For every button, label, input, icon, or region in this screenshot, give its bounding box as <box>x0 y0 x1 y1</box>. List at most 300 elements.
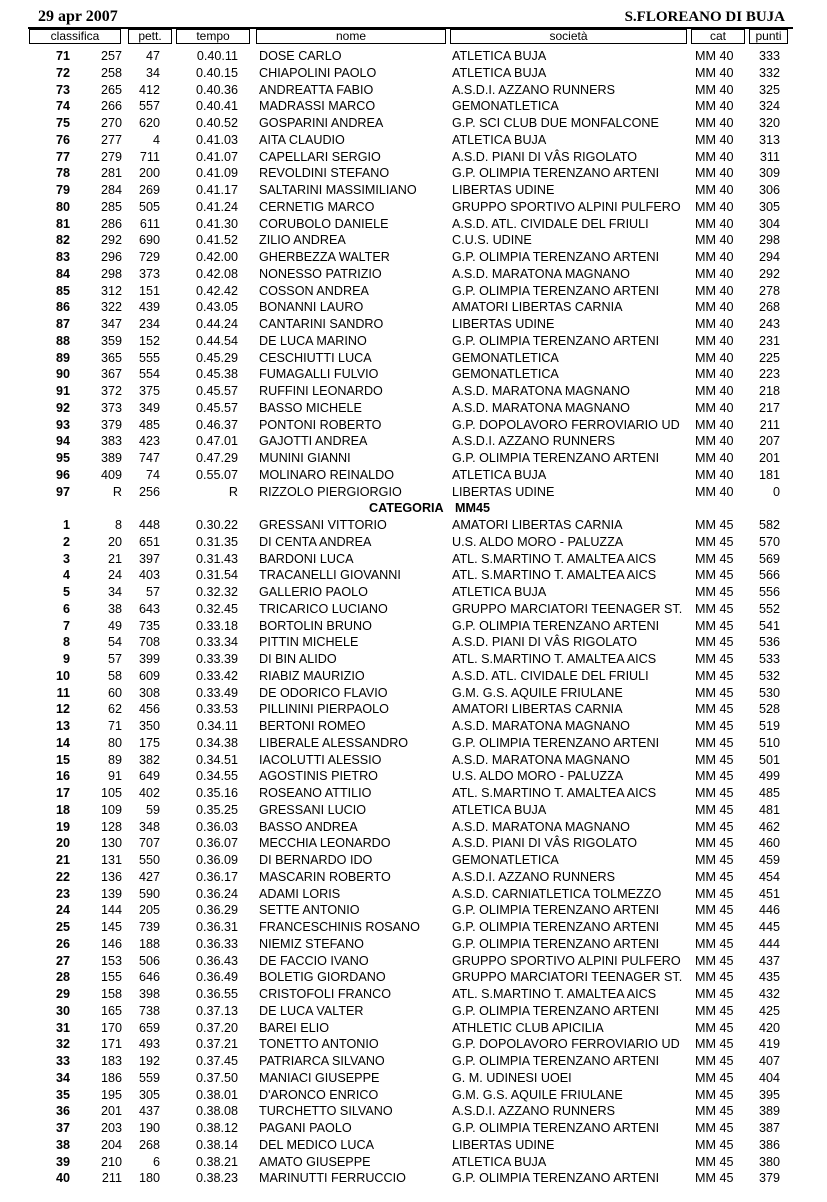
rank: 78 <box>55 166 70 181</box>
category-code: MM45 <box>455 501 490 516</box>
finish-time: 0.32.32 <box>195 585 238 599</box>
rank: 91 <box>55 384 70 398</box>
club-name: GRUPPO SPORTIVO ALPINI PULFERO <box>452 199 681 214</box>
overall-position: 266 <box>100 99 122 114</box>
athlete-name: PONTONI ROBERTO <box>259 417 382 432</box>
athlete-name: TURCHETTO SILVANO <box>259 1104 393 1119</box>
rank: 9 <box>62 652 70 666</box>
club-name: GEMONATLETICA <box>452 99 559 114</box>
points: 231 <box>758 333 780 348</box>
rank: 93 <box>55 417 70 432</box>
rank: 19 <box>55 819 70 834</box>
category: MM 40 <box>695 384 734 398</box>
col-header-cat: cat <box>691 29 745 44</box>
category: MM 40 <box>695 367 734 382</box>
club-name: A.S.D.I. AZZANO RUNNERS <box>452 869 616 884</box>
athlete-name: GRESSANI LUCIO <box>259 802 367 817</box>
category: MM 45 <box>695 786 734 800</box>
athlete-name: CHIAPOLINI PAOLO <box>259 65 377 80</box>
category: MM 45 <box>695 702 734 717</box>
bib-number: 152 <box>138 333 160 348</box>
athlete-name: ANDREATTA FABIO <box>259 82 374 97</box>
points: 451 <box>758 886 780 901</box>
club-name: G.P. DOPOLAVORO FERROVIARIO UD <box>452 417 680 432</box>
athlete-name: RUFFINI LEONARDO <box>259 384 383 398</box>
points: 407 <box>758 1054 780 1068</box>
category: MM 45 <box>695 819 734 834</box>
overall-position: 34 <box>107 585 122 599</box>
rank: 82 <box>55 233 70 248</box>
rank: 10 <box>55 668 70 683</box>
table-row <box>0 433 827 450</box>
points: 552 <box>758 601 780 616</box>
club-name: ATL. S.MARTINO T. AMALTEA AICS <box>452 652 657 666</box>
category: MM 45 <box>695 970 734 985</box>
overall-position: 359 <box>100 333 122 348</box>
table-row <box>0 718 827 735</box>
table-row <box>0 149 827 166</box>
athlete-name: CORUBOLO DANIELE <box>259 216 389 231</box>
athlete-name: DE ODORICO FLAVIO <box>259 685 388 700</box>
rank: 84 <box>55 266 70 281</box>
finish-time: 0.33.42 <box>195 668 238 683</box>
athlete-name: GHERBEZZA WALTER <box>259 250 390 264</box>
finish-time: 0.40.41 <box>195 99 238 114</box>
table-row <box>0 467 827 484</box>
table-row <box>0 366 827 383</box>
rank: 30 <box>55 1003 70 1018</box>
athlete-name: ZILIO ANDREA <box>259 233 346 248</box>
points: 309 <box>758 166 780 181</box>
category: MM 40 <box>695 132 734 147</box>
athlete-name: ROSEANO ATTILIO <box>259 786 372 800</box>
bib-number: 47 <box>145 49 160 63</box>
finish-time: 0.38.12 <box>195 1121 238 1135</box>
col-header-tempo: tempo <box>176 29 250 44</box>
bib-number: 506 <box>138 953 160 968</box>
finish-time: 0.41.09 <box>195 166 238 181</box>
overall-position: 130 <box>100 836 122 851</box>
category: MM 45 <box>695 1104 734 1119</box>
table-row <box>0 651 827 668</box>
club-name: A.S.D. PIANI DI VÂS RIGOLATO <box>452 635 637 650</box>
athlete-name: DE LUCA VALTER <box>259 1003 364 1018</box>
athlete-name: FUMAGALLI FULVIO <box>259 367 379 382</box>
points: 387 <box>758 1121 780 1135</box>
club-name: LIBERTAS UDINE <box>452 484 555 499</box>
rank: 80 <box>55 199 70 214</box>
table-row <box>0 1120 827 1137</box>
finish-time: 0.37.20 <box>195 1020 238 1035</box>
category: MM 40 <box>695 99 734 114</box>
category: MM 40 <box>695 216 734 231</box>
rank: 38 <box>55 1137 70 1152</box>
bib-number: 590 <box>138 886 160 901</box>
table-row <box>0 969 827 986</box>
category: MM 40 <box>695 250 734 264</box>
table-row <box>0 785 827 802</box>
bib-number: 256 <box>138 484 160 499</box>
points: 325 <box>758 82 780 97</box>
category: MM 45 <box>695 635 734 650</box>
finish-time: 0.36.29 <box>195 903 238 918</box>
table-row <box>0 98 827 115</box>
finish-time: 0.34.51 <box>195 752 238 767</box>
points: 536 <box>758 635 780 650</box>
club-name: G.P. OLIMPIA TERENZANO ARTENI <box>452 451 660 465</box>
finish-time: 0.30.22 <box>195 518 238 532</box>
overall-position: 54 <box>107 635 122 650</box>
category: MM 40 <box>695 317 734 331</box>
table-row <box>0 886 827 903</box>
table-row <box>0 316 827 333</box>
bib-number: 659 <box>138 1020 160 1035</box>
rank: 86 <box>55 300 70 315</box>
race-location: S.FLOREANO DI BUJA <box>624 9 785 25</box>
rank: 1 <box>62 518 70 532</box>
athlete-name: BERTONI ROMEO <box>259 719 366 733</box>
rank: 17 <box>55 786 70 800</box>
bib-number: 555 <box>138 350 160 365</box>
overall-position: 80 <box>107 735 122 750</box>
finish-time: 0.47.01 <box>195 434 238 449</box>
overall-position: 284 <box>100 183 122 197</box>
finish-time: 0.42.00 <box>195 250 238 264</box>
bib-number: 74 <box>145 467 160 482</box>
bib-number: 348 <box>138 819 160 834</box>
bib-number: 690 <box>138 233 160 248</box>
category: MM 40 <box>695 484 734 499</box>
table-row <box>0 685 827 702</box>
bib-number: 738 <box>138 1003 160 1018</box>
athlete-name: SALTARINI MASSIMILIANO <box>259 183 417 197</box>
club-name: A.S.D. MARATONA MAGNANO <box>452 752 630 767</box>
finish-time: 0.45.57 <box>195 384 238 398</box>
points: 181 <box>758 467 780 482</box>
club-name: A.S.D. ATL. CIVIDALE DEL FRIULI <box>452 216 649 231</box>
points: 268 <box>758 300 780 315</box>
category: MM 45 <box>695 936 734 951</box>
points: 425 <box>758 1003 780 1018</box>
points: 446 <box>758 903 780 918</box>
finish-time: 0.42.42 <box>195 283 238 298</box>
overall-position: 165 <box>100 1003 122 1018</box>
athlete-name: CAPELLARI SERGIO <box>259 149 381 164</box>
points: 0 <box>772 484 780 499</box>
overall-position: 58 <box>107 668 122 683</box>
athlete-name: BOLETIG GIORDANO <box>259 970 386 985</box>
table-row <box>0 1137 827 1154</box>
bib-number: 373 <box>138 266 160 281</box>
overall-position: 277 <box>100 132 122 147</box>
overall-position: 265 <box>100 82 122 97</box>
col-header-pett: pett. <box>128 29 172 44</box>
category: MM 40 <box>695 266 734 281</box>
athlete-name: MOLINARO REINALDO <box>259 467 395 482</box>
rank: 5 <box>62 585 70 599</box>
finish-time: 0.44.24 <box>195 317 238 331</box>
club-name: GRUPPO SPORTIVO ALPINI PULFERO <box>452 953 681 968</box>
bib-number: 651 <box>138 534 160 549</box>
rank: 16 <box>55 769 70 784</box>
athlete-name: REVOLDINI STEFANO <box>259 166 390 181</box>
points: 294 <box>758 250 780 264</box>
points: 304 <box>758 216 780 231</box>
table-row <box>0 551 827 568</box>
finish-time: 0.45.57 <box>195 400 238 415</box>
table-row <box>0 132 827 149</box>
rank: 11 <box>56 685 70 700</box>
club-name: G.M. G.S. AQUILE FRIULANE <box>452 685 623 700</box>
finish-time: 0.40.15 <box>195 65 238 80</box>
category-header <box>0 500 827 517</box>
category: MM 45 <box>695 568 734 583</box>
overall-position: 296 <box>100 250 122 264</box>
bib-number: 735 <box>138 618 160 633</box>
overall-position: 155 <box>100 970 122 985</box>
points: 462 <box>758 819 780 834</box>
points: 217 <box>758 400 780 415</box>
category: MM 40 <box>695 65 734 80</box>
bib-number: 557 <box>138 99 160 114</box>
table-row <box>0 266 827 283</box>
finish-time: 0.46.37 <box>195 417 238 432</box>
bib-number: 308 <box>138 685 160 700</box>
club-name: G.P. OLIMPIA TERENZANO ARTENI <box>452 166 660 181</box>
overall-position: 292 <box>100 233 122 248</box>
category: MM 45 <box>695 1037 734 1052</box>
rank: 94 <box>55 434 70 449</box>
points: 435 <box>758 970 780 985</box>
club-name: ATLETICA BUJA <box>452 49 547 63</box>
finish-time: 0.34.55 <box>195 769 238 784</box>
overall-position: 49 <box>107 618 122 633</box>
category: MM 45 <box>695 886 734 901</box>
points: 460 <box>758 836 780 851</box>
athlete-name: AMATO GIUSEPPE <box>259 1154 371 1169</box>
finish-time: 0.33.53 <box>195 702 238 717</box>
athlete-name: D'ARONCO ENRICO <box>259 1087 379 1102</box>
finish-time: 0.34.38 <box>195 735 238 750</box>
rank: 96 <box>55 467 70 482</box>
table-row <box>0 216 827 233</box>
table-row <box>0 601 827 618</box>
finish-time: 0.33.18 <box>195 618 238 633</box>
table-row <box>0 752 827 769</box>
overall-position: 89 <box>107 752 122 767</box>
athlete-name: RIZZOLO PIERGIORGIO <box>259 484 402 499</box>
category: MM 45 <box>695 1154 734 1169</box>
table-row <box>0 1036 827 1053</box>
club-name: G.P. OLIMPIA TERENZANO ARTENI <box>452 1003 660 1018</box>
bib-number: 609 <box>138 668 160 683</box>
rank: 90 <box>55 367 70 382</box>
points: 218 <box>758 384 780 398</box>
club-name: A.S.D.I. AZZANO RUNNERS <box>452 1104 616 1119</box>
finish-time: 0.36.33 <box>195 936 238 951</box>
rank: 13 <box>55 719 70 733</box>
bib-number: 707 <box>138 836 160 851</box>
finish-time: 0.35.25 <box>195 802 238 817</box>
club-name: GEMONATLETICA <box>452 367 559 382</box>
finish-time: 0.32.45 <box>195 601 238 616</box>
points: 530 <box>758 685 780 700</box>
rank: 37 <box>55 1121 70 1135</box>
club-name: G.P. OLIMPIA TERENZANO ARTENI <box>452 936 660 951</box>
table-row <box>0 634 827 651</box>
table-row <box>0 1003 827 1020</box>
overall-position: 170 <box>100 1020 122 1035</box>
finish-time: 0.36.24 <box>195 886 238 901</box>
club-name: A.S.D. CARNIATLETICA TOLMEZZO <box>452 886 662 901</box>
rank: 81 <box>55 216 70 231</box>
rank: 29 <box>55 987 70 1001</box>
overall-position: 373 <box>100 400 122 415</box>
points: 541 <box>758 618 780 633</box>
category: MM 45 <box>695 668 734 683</box>
points: 485 <box>758 786 780 800</box>
points: 332 <box>758 65 780 80</box>
club-name: ATLETICA BUJA <box>452 1154 547 1169</box>
points: 519 <box>758 719 780 733</box>
club-name: ATHLETIC CLUB APICILIA <box>452 1020 604 1035</box>
bib-number: 350 <box>138 719 160 733</box>
club-name: A.S.D.I. AZZANO RUNNERS <box>452 434 616 449</box>
points: 298 <box>758 233 780 248</box>
bib-number: 59 <box>145 802 160 817</box>
rank: 18 <box>55 802 70 817</box>
table-row <box>0 953 827 970</box>
overall-position: 281 <box>100 166 122 181</box>
category: MM 45 <box>695 1087 734 1102</box>
table-row <box>0 232 827 249</box>
category: MM 40 <box>695 116 734 130</box>
points: 532 <box>758 668 780 683</box>
category: MM 45 <box>695 836 734 851</box>
club-name: G.P. OLIMPIA TERENZANO ARTENI <box>452 903 660 918</box>
club-name: G.M. G.S. AQUILE FRIULANE <box>452 1087 623 1102</box>
category: MM 45 <box>695 685 734 700</box>
bib-number: 269 <box>138 183 160 197</box>
club-name: G.P. OLIMPIA TERENZANO ARTENI <box>452 1054 660 1068</box>
category: MM 40 <box>695 350 734 365</box>
table-row <box>0 1070 827 1087</box>
category: MM 40 <box>695 451 734 465</box>
overall-position: 258 <box>100 65 122 80</box>
overall-position: 57 <box>107 652 122 666</box>
bib-number: 6 <box>152 1154 160 1169</box>
overall-position: 372 <box>100 384 122 398</box>
club-name: ATLETICA BUJA <box>452 467 547 482</box>
points: 225 <box>758 350 780 365</box>
bib-number: 620 <box>138 116 160 130</box>
category: MM 40 <box>695 333 734 348</box>
bib-number: 190 <box>138 1121 160 1135</box>
bib-number: 188 <box>138 936 160 951</box>
table-row <box>0 199 827 216</box>
overall-position: 71 <box>107 719 122 733</box>
athlete-name: NIEMIZ STEFANO <box>259 936 364 951</box>
athlete-name: NONESSO PATRIZIO <box>259 266 382 281</box>
overall-position: 312 <box>100 283 122 298</box>
rank: 36 <box>55 1104 70 1119</box>
bib-number: 175 <box>138 735 160 750</box>
finish-time: 0.38.21 <box>195 1154 238 1169</box>
bib-number: 349 <box>138 400 160 415</box>
athlete-name: DE LUCA MARINO <box>259 333 367 348</box>
club-name: G.P. OLIMPIA TERENZANO ARTENI <box>452 250 660 264</box>
bib-number: 205 <box>138 903 160 918</box>
club-name: A.S.D. PIANI DI VÂS RIGOLATO <box>452 836 637 851</box>
points: 292 <box>758 266 780 281</box>
points: 432 <box>758 987 780 1001</box>
overall-position: 105 <box>100 786 122 800</box>
finish-time: 0.35.16 <box>195 786 238 800</box>
race-date: 29 apr 2007 <box>38 8 118 25</box>
bib-number: 611 <box>139 216 160 231</box>
bib-number: 151 <box>138 283 160 298</box>
category: MM 45 <box>695 735 734 750</box>
bib-number: 382 <box>138 752 160 767</box>
finish-time: 0.44.54 <box>195 333 238 348</box>
club-name: A.S.D. MARATONA MAGNANO <box>452 819 630 834</box>
club-name: A.S.D. MARATONA MAGNANO <box>452 400 630 415</box>
rank: 74 <box>55 99 70 114</box>
bib-number: 505 <box>138 199 160 214</box>
athlete-name: BASSO MICHELE <box>259 400 362 415</box>
points: 501 <box>758 752 780 767</box>
athlete-name: MUNINI GIANNI <box>259 451 351 465</box>
category: MM 45 <box>695 769 734 784</box>
category: MM 45 <box>695 903 734 918</box>
finish-time: 0.37.45 <box>195 1054 238 1068</box>
rank: 23 <box>55 886 70 901</box>
rank: 12 <box>55 702 70 717</box>
club-name: U.S. ALDO MORO - PALUZZA <box>452 534 624 549</box>
category: MM 45 <box>695 853 734 867</box>
table-row <box>0 517 827 534</box>
points: 223 <box>758 367 780 382</box>
club-name: ATL. S.MARTINO T. AMALTEA AICS <box>452 786 657 800</box>
bib-number: 747 <box>138 451 160 465</box>
points: 243 <box>758 317 780 331</box>
table-row <box>0 668 827 685</box>
club-name: G.P. OLIMPIA TERENZANO ARTENI <box>452 618 660 633</box>
bib-number: 493 <box>138 1037 160 1052</box>
bib-number: 437 <box>138 1104 160 1119</box>
table-row <box>0 1170 827 1187</box>
category: MM 40 <box>695 434 734 449</box>
rank: 14 <box>55 735 70 750</box>
athlete-name: GALLERIO PAOLO <box>259 585 368 599</box>
category: MM 45 <box>695 869 734 884</box>
points: 207 <box>758 434 780 449</box>
category: MM 45 <box>695 551 734 566</box>
table-row <box>0 1053 827 1070</box>
table-row <box>0 165 827 182</box>
bib-number: 649 <box>138 769 160 784</box>
athlete-name: MANIACI GIUSEPPE <box>259 1070 380 1085</box>
category: MM 45 <box>695 920 734 934</box>
bib-number: 427 <box>138 869 160 884</box>
rank: 95 <box>55 451 70 465</box>
club-name: A.S.D.I. AZZANO RUNNERS <box>452 82 616 97</box>
points: 379 <box>758 1171 780 1186</box>
finish-time: R <box>228 484 238 499</box>
bib-number: 711 <box>139 149 160 164</box>
rank: 75 <box>55 116 70 130</box>
finish-time: 0.36.55 <box>195 987 238 1001</box>
